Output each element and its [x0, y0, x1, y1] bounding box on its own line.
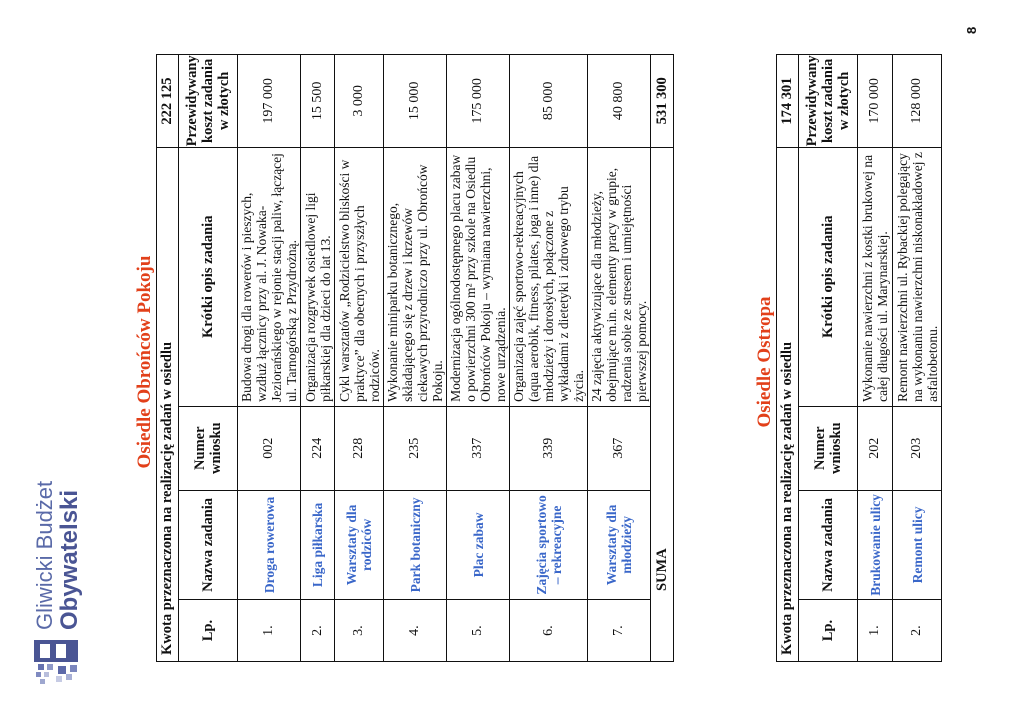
- row-name: Droga rowerowa: [238, 490, 300, 600]
- row-description: Wykonanie nawierzchni z kostki brukowej na całej długości ul. Marynarskiej.: [858, 147, 892, 406]
- row-number: 367: [588, 406, 650, 490]
- row-name: Zajęcia sportowo – rekreacyjne: [510, 490, 587, 600]
- row-cost: 40 800: [611, 81, 626, 121]
- header-lp: Lp.: [179, 599, 237, 661]
- table-row: [858, 55, 893, 661]
- table-row: [447, 55, 510, 661]
- row-cost: 3 000: [351, 85, 366, 117]
- row-name: Warsztaty dla młodzieży: [588, 490, 650, 600]
- caption-value: 174 301: [777, 55, 798, 148]
- budget-table: [156, 54, 674, 662]
- table-row: [301, 55, 335, 661]
- row-cost: 128 000: [909, 78, 924, 124]
- logo-line1: Gliwicki Budżet: [32, 480, 57, 630]
- row-description: Organizacja rozgrywek osiedlowej ligi piłkarskiej dla dzieci do lat 13.: [301, 147, 334, 406]
- table-row: [384, 55, 447, 661]
- row-name: Liga piłkarska: [301, 490, 334, 600]
- row-description: Cykl warsztatów „Rodzicielstwo bliskości w praktyce” dla obecnych i przyszłych rodziców.: [335, 147, 383, 406]
- row-cost: 197 000: [261, 78, 276, 124]
- caption-value: 222 125: [157, 55, 178, 148]
- row-name: Warsztaty dla rodziców: [335, 490, 383, 600]
- header-name: Nazwa zadania: [179, 490, 237, 600]
- city-emblem-icon: [34, 638, 80, 684]
- header-lp: Lp.: [799, 599, 857, 661]
- row-number: 224: [301, 406, 334, 490]
- header-description: Krótki opis zadania: [179, 147, 237, 406]
- row-name: Brukowanie ulicy: [858, 490, 892, 600]
- row-number: 235: [384, 406, 446, 490]
- section-title: Osiedle Obrońców Pokoju: [134, 255, 155, 469]
- row-description: 24 zajęcia aktywizujące dla młodzieży, obejmujące m.in. elementy pracy w grupie, radzenia sobie ze stresem i umiejętności pierwszej pomocy.: [588, 147, 650, 406]
- row-lp: 1.: [858, 599, 892, 661]
- table-row: [335, 55, 384, 661]
- row-number: 339: [510, 406, 587, 490]
- row-lp: 5.: [447, 599, 509, 661]
- row-number: 202: [858, 406, 892, 490]
- row-lp: 2.: [301, 599, 334, 661]
- row-description: Wykonanie miniparku botanicznego, składającego się z drzew i krzewów ciekawych przyrodniczo przy ul. Obrońców Pokoju.: [384, 147, 446, 406]
- row-cost: 175 000: [470, 78, 485, 124]
- caption-label: Kwota przeznaczona na realizację zadań w osiedlu: [159, 341, 175, 655]
- row-number: 203: [893, 406, 941, 490]
- header-row: [179, 55, 238, 661]
- budget-table: [776, 54, 942, 662]
- row-number: 228: [335, 406, 383, 490]
- caption-label: Kwota przeznaczona na realizację zadań w osiedlu: [779, 341, 795, 655]
- header-cost: Przewidywany koszt zadania w złotych: [184, 55, 232, 147]
- row-lp: 4.: [384, 599, 446, 661]
- row-name: Remont ulicy: [893, 490, 941, 600]
- row-name: Park botaniczny: [384, 490, 446, 600]
- table-row: [588, 55, 651, 661]
- table-row: [893, 55, 941, 661]
- row-lp: 6.: [510, 599, 587, 661]
- table-row: [238, 55, 301, 661]
- logo: [30, 464, 90, 684]
- row-cost: 15 000: [407, 81, 422, 121]
- sum-value: 531 300: [653, 77, 670, 125]
- table-caption: [777, 55, 799, 661]
- sum-label: SUMA: [651, 147, 673, 661]
- row-description: Budowa drogi dla rowerów i pieszych, wzdłuż łącznicy przy al. J. Nowaka-Jeziorańskiego w rejonie stacji paliw, łączącej ul. Tarnogórską z Przydrożną.: [238, 147, 300, 406]
- table-caption: [157, 55, 179, 661]
- row-cost: 170 000: [867, 78, 882, 124]
- header-number: Numer wniosku: [179, 406, 237, 490]
- page-number: 8: [964, 26, 979, 34]
- header-cost: Przewidywany koszt zadania w złotych: [804, 55, 852, 147]
- row-lp: 1.: [238, 599, 300, 661]
- header-row: [799, 55, 858, 661]
- row-lp: 7.: [588, 599, 650, 661]
- logo-line2: Obywatelski: [56, 489, 83, 630]
- row-description: Modernizacja ogólnodostępnego placu zabaw o powierzchni 300 m² przy szkole na Osiedlu Obrońców Pokoju – wymiana nawierzchni, nowe urządzenia.: [447, 147, 509, 406]
- row-number: 337: [447, 406, 509, 490]
- row-cost: 85 000: [540, 81, 556, 121]
- header-description: Krótki opis zadania: [799, 147, 857, 406]
- table-row: [510, 55, 588, 661]
- row-cost: 15 500: [309, 81, 325, 121]
- row-lp: 3.: [335, 599, 383, 661]
- row-lp: 2.: [893, 599, 941, 661]
- row-number: 002: [238, 406, 300, 490]
- section-title: Osiedle Ostropa: [754, 296, 775, 428]
- row-description: Remont nawierzchni ul. Rybackiej polegający na wykonaniu nawierzchni niskonakładowej z asfaltobetonu.: [893, 147, 941, 406]
- row-description: Organizacja zajęć sportowo-rekreacyjnych (aqua aerobik, fitness, pilates, joga i inne) dla młodzieży i dorosłych, połączone z wykładami z dietetyki i zdrowego trybu życia.: [510, 147, 587, 406]
- sum-row: [651, 55, 673, 661]
- row-name: Plac zabaw: [447, 490, 509, 600]
- header-number: Numer wniosku: [799, 406, 857, 490]
- header-name: Nazwa zadania: [799, 490, 857, 600]
